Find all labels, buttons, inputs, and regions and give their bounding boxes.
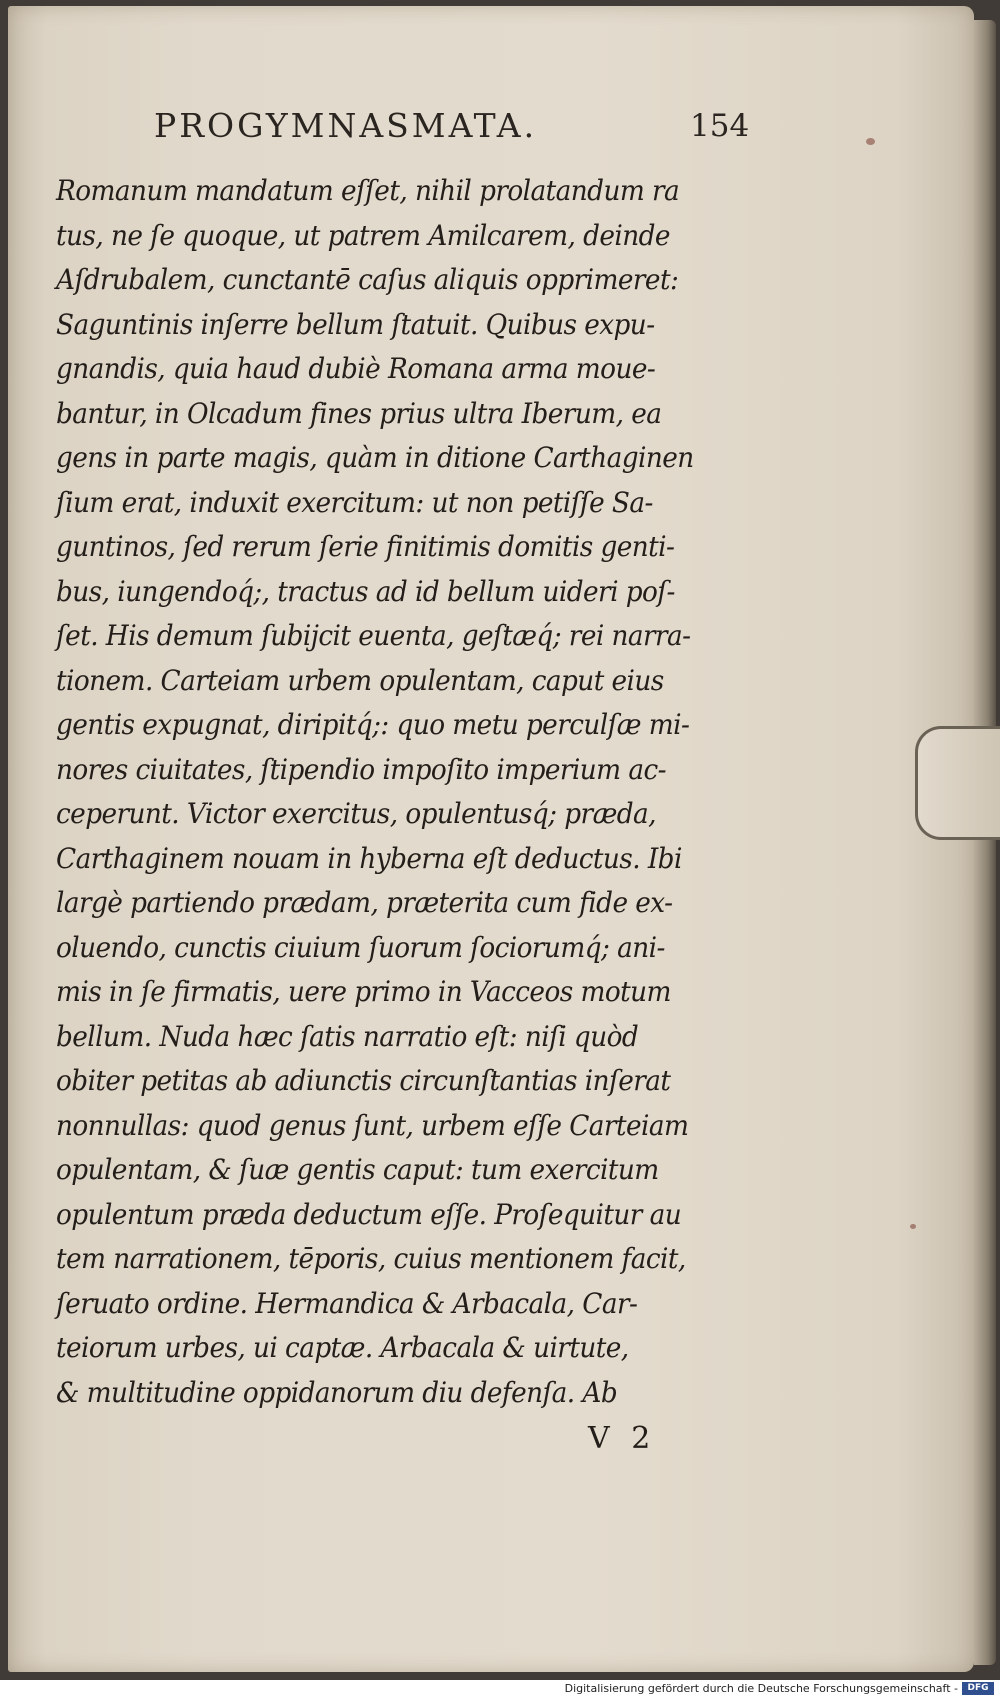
text-line: ſium erat, induxit exercitum: ut non petiſſe Sa- <box>56 485 653 519</box>
text-line: opulentum præda deductum eſſe. Proſequitur au <box>56 1197 682 1231</box>
page-header <box>8 106 974 156</box>
ink-spot <box>866 138 875 145</box>
text-line: tem narrationem, tēporis, cuius mentionem facit, <box>56 1242 686 1275</box>
text-line: bantur, in Olcadum fines prius ultra Iberum, ea <box>56 396 662 430</box>
text-line: gens in parte magis, quàm in ditione Carthaginen <box>56 441 694 474</box>
text-line: tionem. Carteiam urbem opulentam, caput eius <box>56 663 664 697</box>
running-title: PROGYMNASMATA. <box>154 106 538 145</box>
book-page <box>8 6 974 1672</box>
body-text <box>56 169 756 1415</box>
page-tab-marker <box>915 726 1000 840</box>
text-line: guntinos, ſed rerum ſerie finitimis domitis genti- <box>56 530 675 563</box>
text-line: & multitudine oppidanorum diu defenſa. Ab <box>56 1375 618 1409</box>
folio-number: 154 <box>690 108 750 144</box>
page-fore-edge <box>974 20 996 1665</box>
text-line: Romanum mandatum eſſet, nihil prolatandum ra <box>56 174 680 207</box>
text-line: ſet. His demum ſubijcit euenta, geſtæq́; rei narra- <box>56 619 691 652</box>
text-line: nonnullas: quod genus ſunt, urbem eſſe Carteiam <box>56 1108 689 1142</box>
text-line: tus, ne ſe quoque, ut patrem Amilcarem, deinde <box>56 218 670 252</box>
text-line: Aſdrubalem, cunctantē caſus aliquis opprimeret: <box>56 263 679 296</box>
text-line: bellum. Nuda hæc ſatis narratio eſt: niſi quòd <box>56 1019 639 1053</box>
text-line: largè partiendo prædam, præterita cum fide ex- <box>56 886 673 919</box>
ink-spot <box>910 1224 916 1229</box>
text-line: opulentam, & ſuæ gentis caput: tum exercitum <box>56 1153 659 1186</box>
text-line: gentis expugnat, diripitq́;: quo metu perculſæ mi- <box>56 708 690 741</box>
text-line: obiter petitas ab adiunctis circunſtantias inſerat <box>56 1064 671 1097</box>
text-line: teiorum urbes, ui captæ. Arbacala & uirtute, <box>56 1331 629 1364</box>
text-line: gnandis, quia haud dubiè Romana arma moue- <box>56 352 656 385</box>
text-line: ſeruato ordine. Hermandica & Arbacala, Car- <box>56 1286 638 1320</box>
text-line: mis in ſe firmatis, uere primo in Vacceos motum <box>56 975 671 1008</box>
text-line: Carthaginem nouam in hyberna eſt deductus. Ibi <box>56 841 682 875</box>
text-line: bus, iungendoq́;, tractus ad id bellum uideri poſ- <box>56 574 675 608</box>
dfg-logo: DFG <box>962 1682 994 1695</box>
text-line: nores ciuitates, ſtipendio impoſito imperium ac- <box>56 752 666 786</box>
text-line: Saguntinis inſerre bellum ſtatuit. Quibus expu- <box>56 307 655 341</box>
signature-mark: V 2 <box>588 1421 657 1456</box>
text-line: oluendo, cunctis ciuium ſuorum ſociorumq́; ani- <box>56 930 665 964</box>
footer-credit: Digitalisierung gefördert durch die Deutsche Forschungsgemeinschaft - <box>564 1682 958 1695</box>
text-line: ceperunt. Victor exercitus, opulentusq́; præda, <box>56 797 656 830</box>
